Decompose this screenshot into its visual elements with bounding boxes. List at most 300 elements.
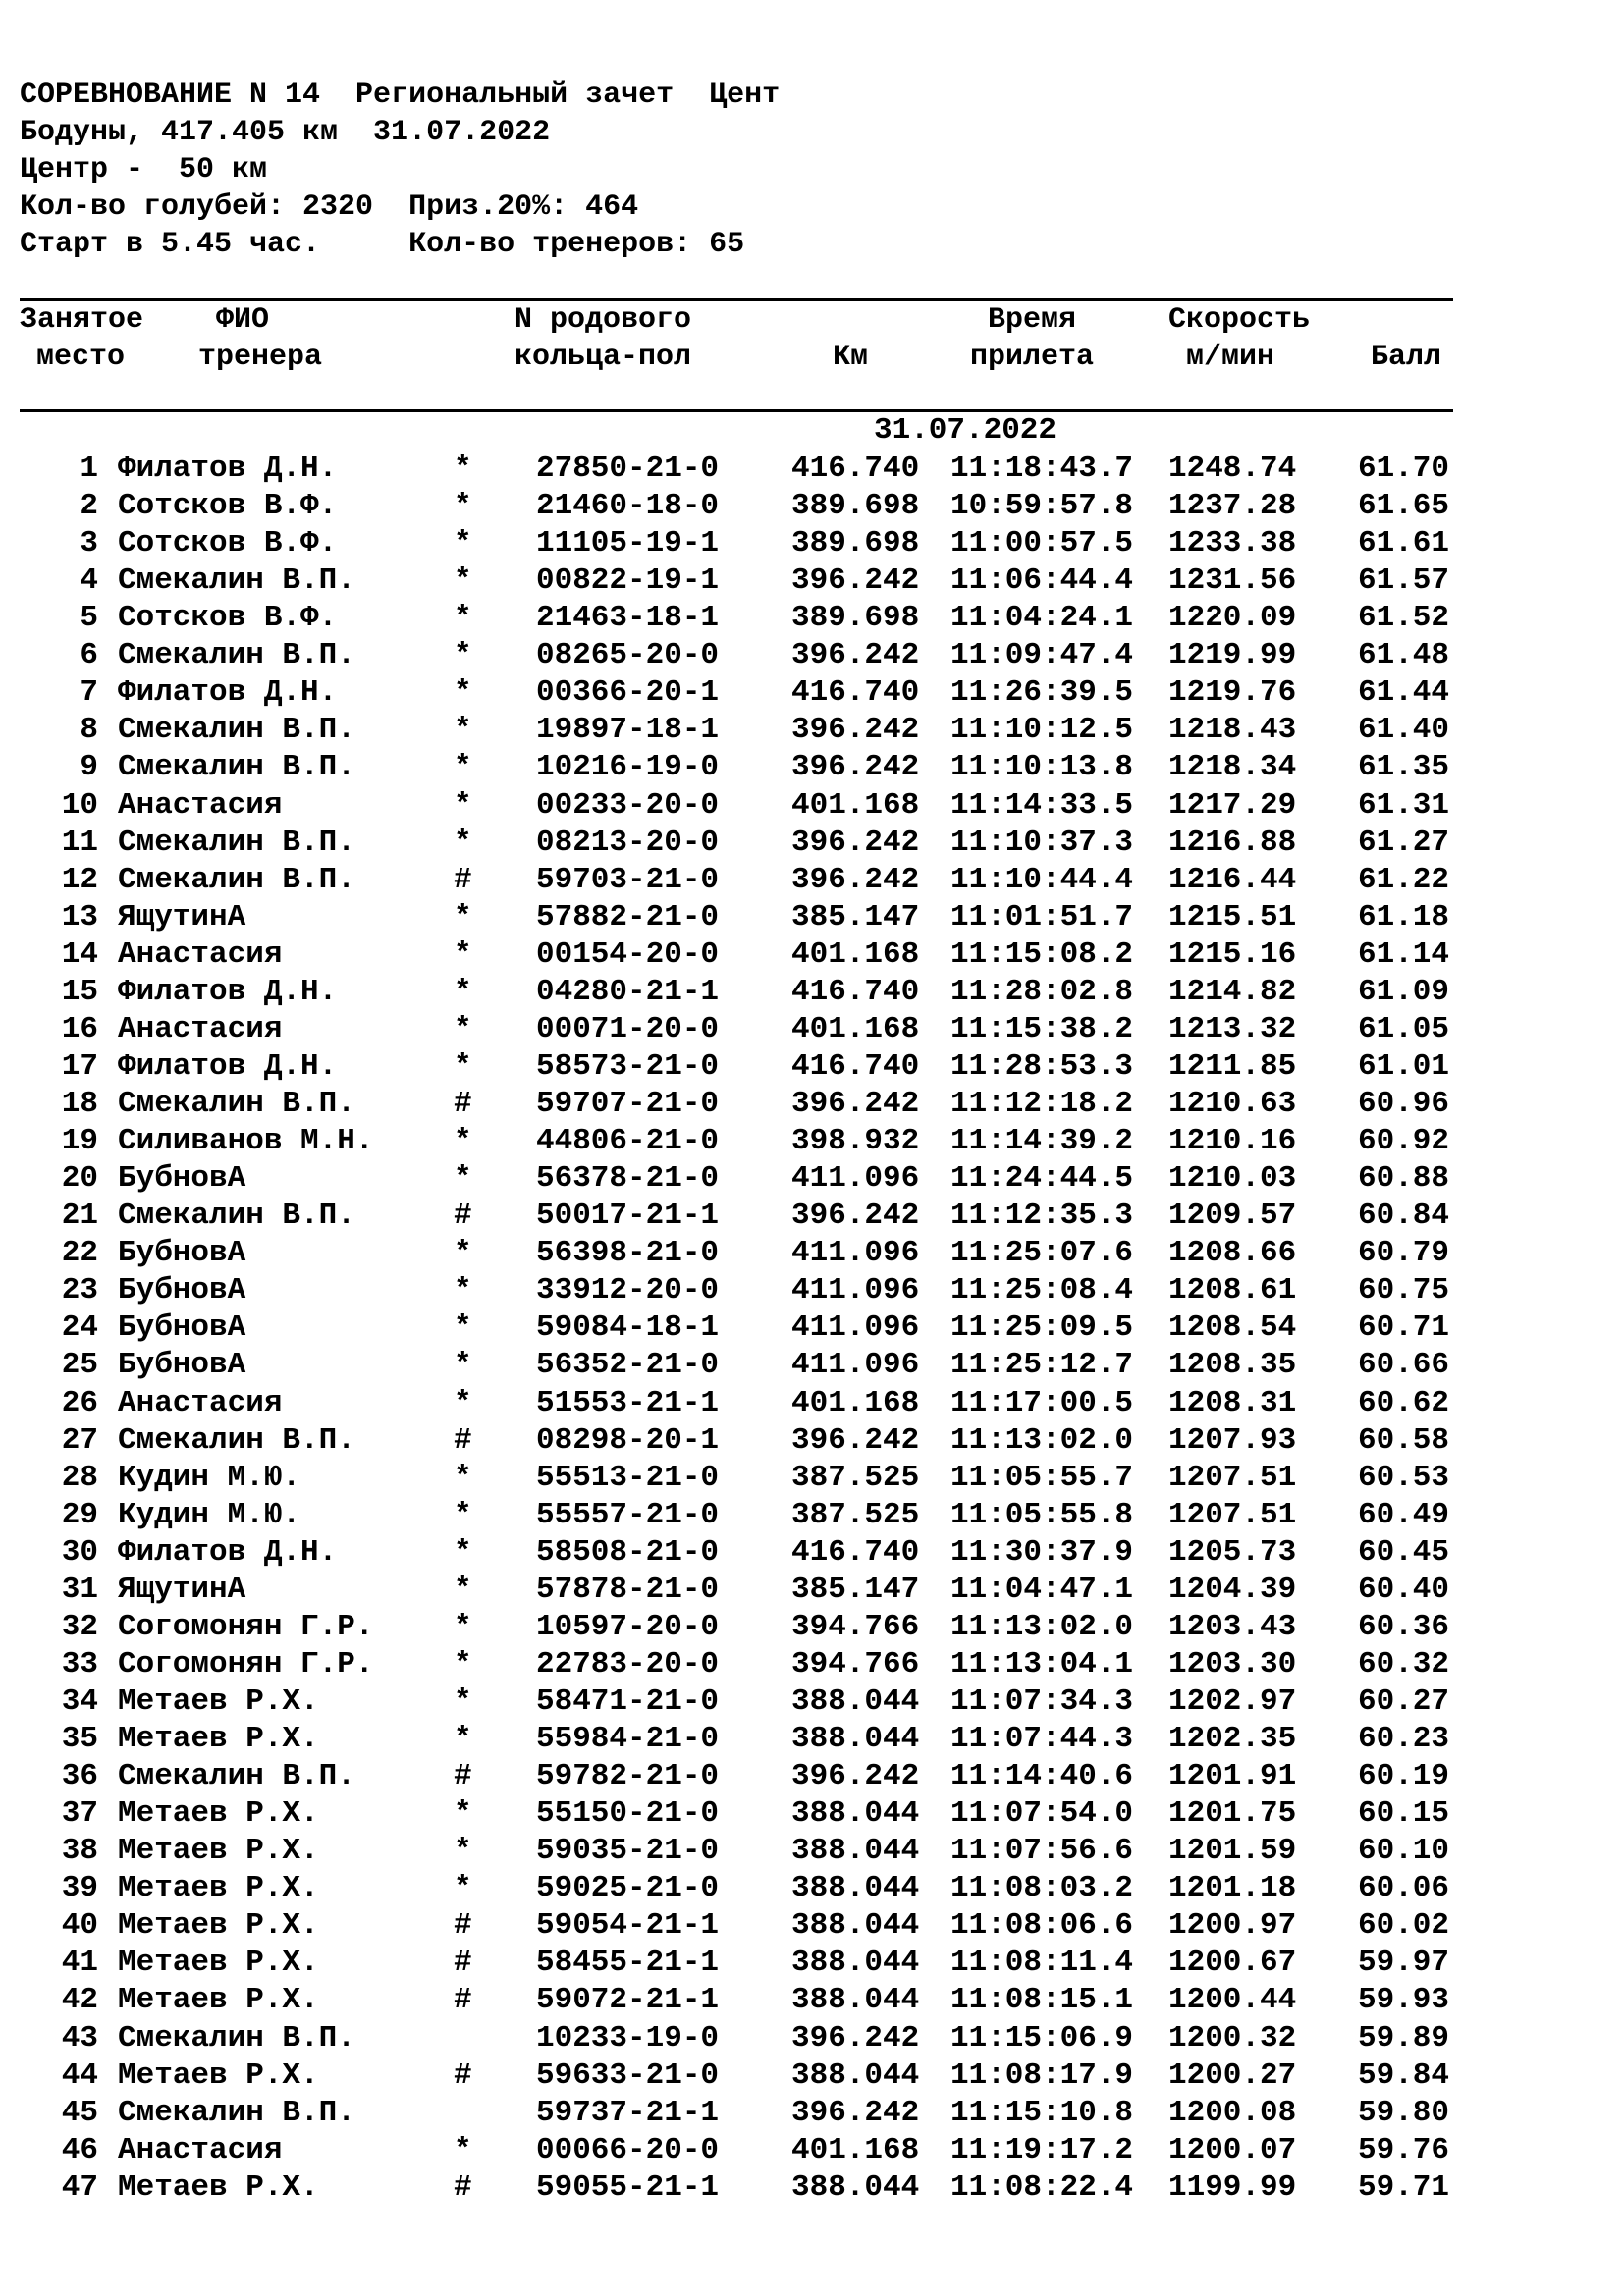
cell-trainer: Метаев Р.Х. [118, 2169, 319, 2205]
cell-mark: * [454, 2132, 472, 2167]
cell-time: 11:10:12.5 [950, 713, 1134, 748]
cell-place: 12 [61, 862, 98, 897]
cell-score: 61.31 [1357, 787, 1449, 823]
cell-time: 11:05:55.8 [950, 1497, 1134, 1532]
table-row [0, 2095, 1624, 2132]
cell-time: 11:08:03.2 [950, 1871, 1134, 1906]
cell-time: 11:18:43.7 [950, 452, 1134, 486]
cell-time: 11:13:04.1 [950, 1646, 1134, 1682]
cell-ring: 57882-21-0 [536, 899, 720, 934]
cell-time: 10:59:57.8 [950, 489, 1134, 524]
cell-trainer: Метаев Р.Х. [118, 1834, 319, 1869]
cell-time: 11:09:47.4 [950, 638, 1134, 673]
cell-km: 389.698 [791, 526, 920, 561]
table-row [0, 451, 1624, 488]
cell-score: 60.23 [1357, 1722, 1449, 1757]
cell-km: 388.044 [791, 2057, 920, 2093]
cell-score: 61.22 [1357, 862, 1449, 897]
cell-trainer: Смекалин В.П. [118, 1087, 355, 1122]
table-row [0, 1982, 1624, 2019]
table-row [0, 712, 1624, 749]
cell-time: 11:25:09.5 [950, 1310, 1134, 1346]
cell-ring: 58455-21-1 [536, 1946, 720, 1981]
cell-score: 60.02 [1357, 1908, 1449, 1944]
cell-place: 40 [61, 1908, 98, 1944]
cell-trainer: Филатов Д.Н. [118, 675, 338, 711]
cell-place: 9 [80, 750, 98, 785]
cell-place: 3 [80, 526, 98, 561]
cell-ring: 55150-21-0 [536, 1796, 720, 1832]
cell-ring: 59707-21-0 [536, 1087, 720, 1122]
cell-time: 11:08:15.1 [950, 1983, 1134, 2018]
cell-place: 24 [61, 1310, 98, 1346]
cell-time: 11:28:02.8 [950, 974, 1134, 1009]
cell-km: 401.168 [791, 936, 920, 972]
cell-km: 388.044 [791, 1722, 920, 1757]
cell-ring: 57878-21-0 [536, 1572, 720, 1607]
cell-mark: # [454, 1946, 472, 1981]
cell-mark: * [454, 825, 472, 860]
col-time-2: прилета [970, 341, 1095, 374]
cell-trainer: Силиванов М.Н. [118, 1124, 374, 1159]
cell-ring: 11105-19-1 [536, 526, 720, 561]
cell-mark: * [454, 452, 472, 486]
cell-ring: 58471-21-0 [536, 1683, 720, 1719]
cell-place: 11 [61, 825, 98, 860]
cell-speed: 1200.67 [1168, 1946, 1297, 1981]
cell-time: 11:04:24.1 [950, 601, 1134, 636]
cell-mark: * [454, 1310, 472, 1346]
cell-trainer: Метаев Р.Х. [118, 1946, 319, 1981]
cell-ring: 59055-21-1 [536, 2169, 720, 2205]
cell-trainer: БубновА [118, 1236, 246, 1271]
col-name-1: ФИО [216, 303, 270, 337]
cell-place: 27 [61, 1422, 98, 1458]
table-row [0, 2057, 1624, 2095]
cell-mark: * [454, 1683, 472, 1719]
cell-place: 10 [61, 787, 98, 823]
cell-score: 61.35 [1357, 750, 1449, 785]
cell-time: 11:08:17.9 [950, 2057, 1134, 2093]
cell-time: 11:25:07.6 [950, 1236, 1134, 1271]
cell-trainer: Согомонян Г.Р. [118, 1609, 374, 1644]
cell-km: 416.740 [791, 974, 920, 1009]
cell-km: 385.147 [791, 1572, 920, 1607]
cell-time: 11:05:55.7 [950, 1460, 1134, 1495]
table-row [0, 1272, 1624, 1309]
cell-score: 61.05 [1357, 1011, 1449, 1046]
date-group-label: 31.07.2022 [873, 413, 1057, 448]
cell-place: 39 [61, 1871, 98, 1906]
cell-speed: 1208.61 [1168, 1273, 1297, 1308]
cell-trainer: БубновА [118, 1161, 246, 1197]
cell-km: 396.242 [791, 713, 920, 748]
col-name-2: тренера [198, 341, 323, 374]
cell-km: 388.044 [791, 1683, 920, 1719]
cell-ring: 55984-21-0 [536, 1722, 720, 1757]
cell-place: 8 [80, 713, 98, 748]
cell-speed: 1207.51 [1168, 1460, 1297, 1495]
cell-time: 11:13:02.0 [950, 1609, 1134, 1644]
cell-speed: 1203.43 [1168, 1609, 1297, 1644]
cell-mark: # [454, 2057, 472, 2093]
cell-time: 11:19:17.2 [950, 2132, 1134, 2167]
cell-speed: 1201.91 [1168, 1759, 1297, 1794]
cell-trainer: ЯщутинА [118, 1572, 246, 1607]
cell-speed: 1208.54 [1168, 1310, 1297, 1346]
divider-header [20, 409, 1453, 412]
cell-ring: 51553-21-1 [536, 1385, 720, 1420]
cell-speed: 1215.16 [1168, 936, 1297, 972]
cell-speed: 1208.66 [1168, 1236, 1297, 1271]
cell-score: 59.93 [1357, 1983, 1449, 2018]
cell-time: 11:07:54.0 [950, 1796, 1134, 1832]
cell-km: 416.740 [791, 1534, 920, 1570]
cell-km: 396.242 [791, 1422, 920, 1458]
cell-ring: 08265-20-0 [536, 638, 720, 673]
cell-ring: 56378-21-0 [536, 1161, 720, 1197]
cell-speed: 1220.09 [1168, 601, 1297, 636]
table-row [0, 1609, 1624, 1646]
cell-trainer: Сотсков В.Ф. [118, 489, 338, 524]
cell-speed: 1201.59 [1168, 1834, 1297, 1869]
cell-trainer: Метаев Р.Х. [118, 2057, 319, 2093]
cell-ring: 59782-21-0 [536, 1759, 720, 1794]
cell-ring: 59633-21-0 [536, 2057, 720, 2093]
cell-place: 28 [61, 1460, 98, 1495]
cell-time: 11:14:39.2 [950, 1124, 1134, 1159]
cell-mark: * [454, 526, 472, 561]
cell-trainer: ЯщутинА [118, 899, 246, 934]
table-row [0, 525, 1624, 562]
cell-ring: 10233-19-0 [536, 2020, 720, 2056]
cell-speed: 1218.43 [1168, 713, 1297, 748]
cell-score: 60.92 [1357, 1124, 1449, 1159]
cell-score: 60.75 [1357, 1273, 1449, 1308]
cell-mark: * [454, 1124, 472, 1159]
cell-km: 396.242 [791, 862, 920, 897]
cell-score: 60.45 [1357, 1534, 1449, 1570]
cell-speed: 1200.08 [1168, 2095, 1297, 2130]
cell-place: 1 [80, 452, 98, 486]
cell-mark: * [454, 750, 472, 785]
cell-place: 5 [80, 601, 98, 636]
cell-place: 18 [61, 1087, 98, 1122]
cell-score: 60.15 [1357, 1796, 1449, 1832]
cell-ring: 21460-18-0 [536, 489, 720, 524]
cell-score: 61.65 [1357, 489, 1449, 524]
cell-time: 11:15:06.9 [950, 2020, 1134, 2056]
cell-km: 396.242 [791, 2095, 920, 2130]
cell-trainer: Метаев Р.Х. [118, 1683, 319, 1719]
cell-speed: 1215.51 [1168, 899, 1297, 934]
cell-trainer: Смекалин В.П. [118, 563, 355, 599]
cell-place: 25 [61, 1348, 98, 1383]
cell-speed: 1204.39 [1168, 1572, 1297, 1607]
cell-place: 2 [80, 489, 98, 524]
cell-speed: 1209.57 [1168, 1199, 1297, 1234]
cell-km: 401.168 [791, 1011, 920, 1046]
table-row [0, 2169, 1624, 2207]
cell-trainer: Кудин М.Ю. [118, 1497, 301, 1532]
table-row [0, 1198, 1624, 1235]
cell-trainer: Смекалин В.П. [118, 750, 355, 785]
cell-time: 11:07:56.6 [950, 1834, 1134, 1869]
cell-speed: 1218.34 [1168, 750, 1297, 785]
cell-ring: 00154-20-0 [536, 936, 720, 972]
col-ring-2: кольца-пол [514, 341, 692, 374]
cell-km: 411.096 [791, 1310, 920, 1346]
table-row [0, 1683, 1624, 1721]
report-header [20, 77, 780, 263]
cell-score: 59.89 [1357, 2020, 1449, 2056]
cell-score: 60.10 [1357, 1834, 1449, 1869]
cell-ring: 33912-20-0 [536, 1273, 720, 1308]
cell-km: 388.044 [791, 1796, 920, 1832]
cell-km: 385.147 [791, 899, 920, 934]
cell-mark: # [454, 862, 472, 897]
cell-score: 59.71 [1357, 2169, 1449, 2205]
col-place-2: место [35, 341, 125, 374]
cell-speed: 1200.44 [1168, 1983, 1297, 2018]
cell-mark: * [454, 1796, 472, 1832]
cell-time: 11:15:38.2 [950, 1011, 1134, 1046]
cell-ring: 59025-21-0 [536, 1871, 720, 1906]
cell-km: 388.044 [791, 2169, 920, 2205]
cell-mark: * [454, 601, 472, 636]
table-row [0, 674, 1624, 712]
cell-score: 60.79 [1357, 1236, 1449, 1271]
cell-trainer: Анастасия [118, 787, 283, 823]
cell-trainer: Сотсков В.Ф. [118, 601, 338, 636]
cell-speed: 1205.73 [1168, 1534, 1297, 1570]
table-row [0, 2132, 1624, 2169]
cell-score: 60.66 [1357, 1348, 1449, 1383]
cell-place: 26 [61, 1385, 98, 1420]
cell-km: 394.766 [791, 1646, 920, 1682]
cell-trainer: Смекалин В.П. [118, 862, 355, 897]
cell-place: 43 [61, 2020, 98, 2056]
cell-mark: * [454, 1385, 472, 1420]
table-row [0, 974, 1624, 1011]
cell-km: 387.525 [791, 1497, 920, 1532]
col-score: Балл [1371, 341, 1442, 374]
table-row [0, 1011, 1624, 1048]
cell-trainer: Смекалин В.П. [118, 1422, 355, 1458]
cell-km: 388.044 [791, 1834, 920, 1869]
cell-mark: * [454, 1348, 472, 1383]
col-speed-1: Скорость [1168, 303, 1311, 337]
cell-time: 11:12:18.2 [950, 1087, 1134, 1122]
cell-mark: * [454, 1834, 472, 1869]
cell-trainer: Кудин М.Ю. [118, 1460, 301, 1495]
cell-speed: 1207.93 [1168, 1422, 1297, 1458]
cell-score: 59.76 [1357, 2132, 1449, 2167]
header-line-location: Бодуны, 417.405 км 31.07.2022 [20, 116, 551, 149]
cell-trainer: Смекалин В.П. [118, 638, 355, 673]
cell-mark: * [454, 1722, 472, 1757]
cell-speed: 1201.18 [1168, 1871, 1297, 1906]
cell-score: 60.40 [1357, 1572, 1449, 1607]
cell-mark: # [454, 1908, 472, 1944]
cell-time: 11:10:44.4 [950, 862, 1134, 897]
table-row [0, 825, 1624, 862]
table-row [0, 1086, 1624, 1123]
cell-trainer: Смекалин В.П. [118, 2020, 355, 2056]
cell-score: 61.57 [1357, 563, 1449, 599]
cell-mark: # [454, 1422, 472, 1458]
cell-score: 60.53 [1357, 1460, 1449, 1495]
cell-trainer: Смекалин В.П. [118, 1199, 355, 1234]
cell-trainer: Метаев Р.Х. [118, 1908, 319, 1944]
cell-place: 35 [61, 1722, 98, 1757]
cell-speed: 1216.88 [1168, 825, 1297, 860]
cell-ring: 08298-20-1 [536, 1422, 720, 1458]
cell-mark: * [454, 1497, 472, 1532]
cell-speed: 1200.32 [1168, 2020, 1297, 2056]
cell-mark: # [454, 1087, 472, 1122]
cell-km: 396.242 [791, 638, 920, 673]
cell-ring: 00233-20-0 [536, 787, 720, 823]
table-row [0, 1907, 1624, 1945]
cell-score: 61.61 [1357, 526, 1449, 561]
table-row [0, 1235, 1624, 1272]
cell-place: 41 [61, 1946, 98, 1981]
cell-mark: * [454, 787, 472, 823]
cell-km: 416.740 [791, 675, 920, 711]
cell-time: 11:10:13.8 [950, 750, 1134, 785]
cell-score: 60.58 [1357, 1422, 1449, 1458]
cell-speed: 1208.31 [1168, 1385, 1297, 1420]
table-row [0, 936, 1624, 974]
cell-speed: 1202.35 [1168, 1722, 1297, 1757]
cell-km: 411.096 [791, 1236, 920, 1271]
table-row [0, 1422, 1624, 1460]
cell-mark: * [454, 1161, 472, 1197]
cell-km: 396.242 [791, 1199, 920, 1234]
cell-place: 42 [61, 1983, 98, 2018]
cell-score: 60.96 [1357, 1087, 1449, 1122]
cell-ring: 58573-21-0 [536, 1048, 720, 1084]
cell-trainer: Смекалин В.П. [118, 1759, 355, 1794]
table-row [0, 1534, 1624, 1572]
cell-time: 11:08:06.6 [950, 1908, 1134, 1944]
cell-place: 33 [61, 1646, 98, 1682]
cell-score: 60.62 [1357, 1385, 1449, 1420]
cell-mark: * [454, 974, 472, 1009]
cell-trainer: Анастасия [118, 936, 283, 972]
cell-mark: # [454, 1759, 472, 1794]
cell-time: 11:07:34.3 [950, 1683, 1134, 1719]
cell-score: 60.88 [1357, 1161, 1449, 1197]
cell-ring: 58508-21-0 [536, 1534, 720, 1570]
cell-time: 11:06:44.4 [950, 563, 1134, 599]
cell-mark: * [454, 1460, 472, 1495]
table-row [0, 600, 1624, 637]
cell-time: 11:14:40.6 [950, 1759, 1134, 1794]
cell-score: 61.40 [1357, 713, 1449, 748]
cell-mark: * [454, 1048, 472, 1084]
cell-speed: 1203.30 [1168, 1646, 1297, 1682]
cell-km: 396.242 [791, 750, 920, 785]
cell-speed: 1202.97 [1168, 1683, 1297, 1719]
table-row [0, 1385, 1624, 1422]
cell-trainer: БубновА [118, 1310, 246, 1346]
cell-score: 59.80 [1357, 2095, 1449, 2130]
cell-score: 60.06 [1357, 1871, 1449, 1906]
cell-km: 389.698 [791, 489, 920, 524]
table-row [0, 1309, 1624, 1347]
table-row [0, 1758, 1624, 1795]
cell-place: 38 [61, 1834, 98, 1869]
cell-score: 61.27 [1357, 825, 1449, 860]
cell-speed: 1233.38 [1168, 526, 1297, 561]
cell-score: 60.27 [1357, 1683, 1449, 1719]
cell-time: 11:13:02.0 [950, 1422, 1134, 1458]
cell-ring: 55557-21-0 [536, 1497, 720, 1532]
cell-time: 11:00:57.5 [950, 526, 1134, 561]
table-row [0, 1870, 1624, 1907]
cell-place: 7 [80, 675, 98, 711]
cell-trainer: Согомонян Г.Р. [118, 1646, 374, 1682]
cell-km: 396.242 [791, 1087, 920, 1122]
cell-ring: 44806-21-0 [536, 1124, 720, 1159]
table-row [0, 1833, 1624, 1870]
cell-ring: 21463-18-1 [536, 601, 720, 636]
cell-time: 11:25:08.4 [950, 1273, 1134, 1308]
cell-km: 416.740 [791, 452, 920, 486]
cell-speed: 1219.76 [1168, 675, 1297, 711]
cell-mark: * [454, 936, 472, 972]
cell-time: 11:30:37.9 [950, 1534, 1134, 1570]
cell-score: 61.14 [1357, 936, 1449, 972]
cell-speed: 1213.32 [1168, 1011, 1297, 1046]
cell-mark: * [454, 1609, 472, 1644]
cell-ring: 55513-21-0 [536, 1460, 720, 1495]
cell-speed: 1217.29 [1168, 787, 1297, 823]
col-km: Км [833, 341, 869, 374]
cell-place: 23 [61, 1273, 98, 1308]
cell-km: 396.242 [791, 2020, 920, 2056]
cell-score: 60.19 [1357, 1759, 1449, 1794]
cell-place: 45 [61, 2095, 98, 2130]
cell-mark: * [454, 1534, 472, 1570]
cell-speed: 1219.99 [1168, 638, 1297, 673]
cell-ring: 00366-20-1 [536, 675, 720, 711]
cell-ring: 27850-21-0 [536, 452, 720, 486]
cell-mark: * [454, 1871, 472, 1906]
cell-time: 11:24:44.5 [950, 1161, 1134, 1197]
cell-mark: * [454, 675, 472, 711]
cell-time: 11:07:44.3 [950, 1722, 1134, 1757]
cell-ring: 00822-19-1 [536, 563, 720, 599]
cell-km: 396.242 [791, 563, 920, 599]
col-place-1: Занятое [20, 303, 144, 337]
cell-km: 387.525 [791, 1460, 920, 1495]
cell-mark: * [454, 1646, 472, 1682]
cell-km: 411.096 [791, 1348, 920, 1383]
cell-speed: 1200.97 [1168, 1908, 1297, 1944]
cell-speed: 1216.44 [1168, 862, 1297, 897]
cell-mark: * [454, 899, 472, 934]
cell-time: 11:08:22.4 [950, 2169, 1134, 2205]
cell-ring: 59084-18-1 [536, 1310, 720, 1346]
cell-ring: 00066-20-0 [536, 2132, 720, 2167]
cell-ring: 59703-21-0 [536, 862, 720, 897]
cell-trainer: Смекалин В.П. [118, 2095, 355, 2130]
cell-score: 61.52 [1357, 601, 1449, 636]
cell-trainer: БубновА [118, 1348, 246, 1383]
